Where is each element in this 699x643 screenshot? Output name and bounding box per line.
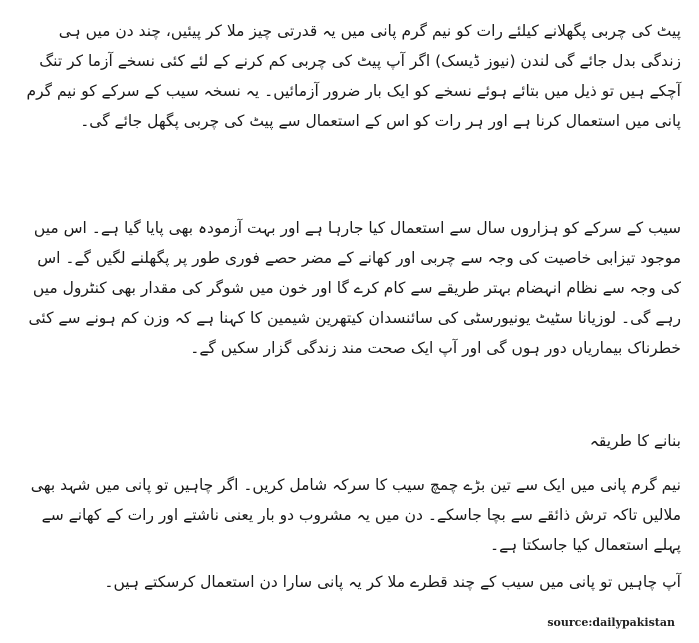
article-paragraph-tip: آپ چاہیں تو پانی میں سیب کے چند قطرے ملا کر یہ پانی سارا دن استعمال کرسکتے ہیں۔ xyxy=(104,573,681,591)
article xyxy=(18,10,681,635)
method-heading: بنانے کا طریقہ xyxy=(589,432,681,450)
article-paragraph-method: نیم گرم پانی میں ایک سے تین بڑے چمچ سیب کا سرکہ شامل کریں۔ اگر چاہیں تو پانی میں شہد بھی ملالیں تاکہ ترش ذائقے سے بچا جاسکے۔ دن میں یہ مشروب دو بار یعنی ناشتے اور رات کے کھانے سے پہلے استعمال کیا جاسکتا ہے۔ xyxy=(30,476,681,554)
article-paragraph-benefits: سیب کے سرکے کو ہزاروں سال سے استعمال کیا جارہا ہے اور بہت آزمودہ بھی پایا گیا ہے۔ اس میں موجود تیزابی خاصیت کی وجہ سے چربی اور کھانے کے مضر حصے فوری طور پر پگھلنے لگیں گے۔ اس کی وجہ سے نظام انہضام بہتر طریقے سے کام کرے گا اور خون میں شوگر کی مقدار بھی کنٹرول میں رہے گی۔ لوزیانا سٹیٹ یونیورسٹی کی سائنسدان کیتھرین شیمین کا کہنا ہے کہ وزن کم ہونے سے کئی خطرناک بیماریاں دور ہوں گی اور آپ ایک صحت مند زندگی گزار سکیں گے۔ xyxy=(28,219,681,357)
source-credit: source:dailypakistan xyxy=(547,616,675,629)
article-paragraph-intro: پیٹ کی چربی پگھلانے کیلئے رات کو نیم گرم پانی میں یہ قدرتی چیز ملا کر پیئیں، چند دن میں ہی زندگی بدل جائے گی لندن (نیوز ڈیسک) اگر آپ پیٹ کی چربی کم کرنے کے لئے کئی نسخے آزما کر تنگ آچکے ہیں تو ذیل میں بتائے ہوئے نسخے کو ایک بار ضرور آزمائیں۔ یہ نسخہ سیب کے سرکے کو نیم گرم پانی میں استعمال کرنا ہے اور ہر رات کو اس کے استعمال سے پیٹ کی چربی پگھل جائے گی۔ xyxy=(26,22,681,130)
